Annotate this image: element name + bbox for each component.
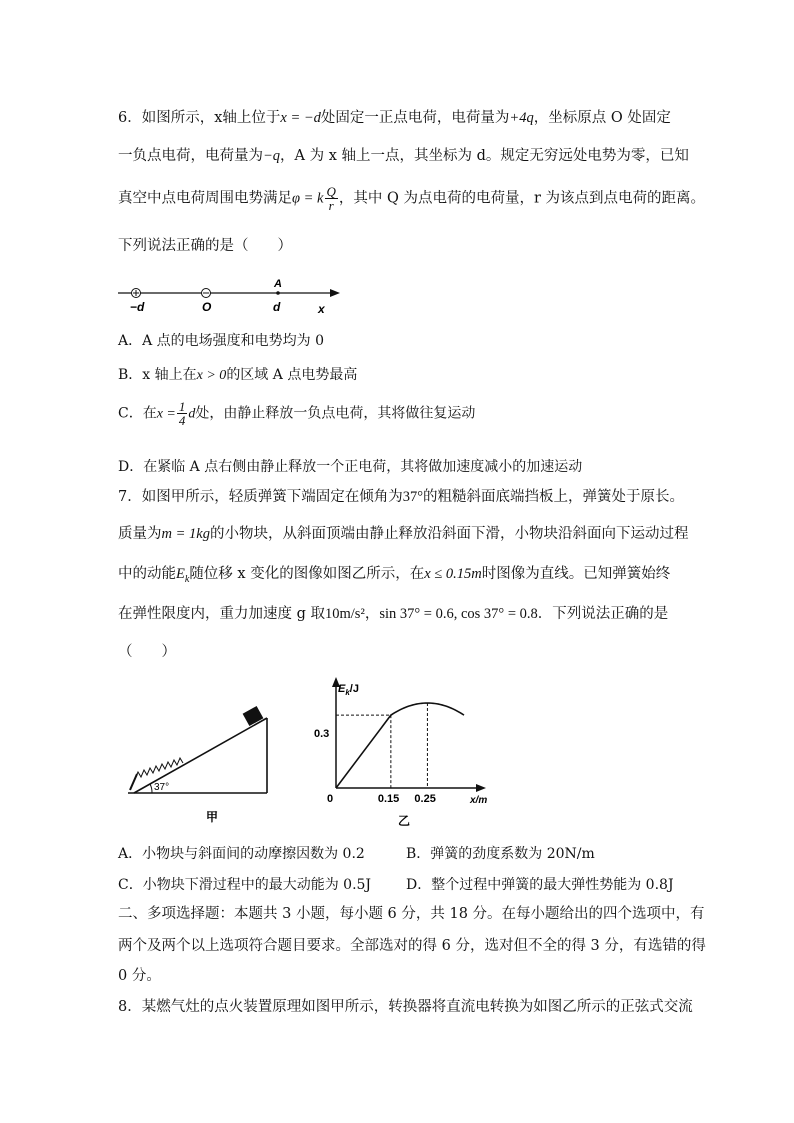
fraction-one-quarter: $\frac{1}{4}$	[178, 399, 186, 428]
math-x-neg-d: x = −d	[280, 110, 321, 126]
tick-label-origin: 0	[327, 793, 334, 805]
q6-line-1: 6．如图所示，x轴上位于x = −d处固定一正点电荷，电荷量为+4q，坐标原点 O 处固定	[118, 110, 671, 126]
x-axis-label: x/m	[470, 795, 488, 806]
tick-label-0-25: 0.25	[414, 793, 436, 805]
spring-icon	[135, 758, 183, 779]
q6-line-4: 下列说法正确的是（ ）	[118, 238, 292, 254]
angle-label: 37°	[154, 782, 170, 793]
q6-option-c: C．在x = $\frac{1}{4}$ d处，由静止释放一负点电荷，其将做往复运动	[118, 399, 476, 428]
label-neg-d: −d	[130, 300, 145, 314]
ek-x-graph-yi	[310, 672, 510, 832]
q6-line-3: 真空中点电荷周围电势满足φ = k $\frac{Q}{r}$ ，其中 Q 为点电荷的电荷量，r 为该点到点电荷的距离。	[118, 184, 706, 213]
q7-option-c: C．小物块下滑过程中的最大动能为 0.5J	[118, 877, 372, 893]
q7-line-4: 在弹性限度内，重力加速度 g 取10m/s²，sin 37° = 0.6, cos 37° = 0.8．下列说法正确的是	[118, 606, 669, 622]
point-a-marker	[276, 291, 280, 295]
fraction-q-over-r: $\frac{Q}{r}$	[326, 184, 336, 213]
q6-option-a: A．A 点的电场强度和电势均为 0	[118, 333, 325, 349]
q6-number-line-figure	[118, 276, 348, 316]
caption-yi: 乙	[398, 814, 411, 828]
q7-line-1: 7．如图甲所示，轻质弹簧下端固定在倾角为37°的粗糙斜面底端挡板上，弹簧处于原长。	[118, 489, 685, 505]
math-phi: φ = k	[292, 190, 324, 207]
section-2-line-2: 两个及两个以上选项符合题目要求。全部选对的得 6 分，选对但不全的得 3 分，有选错的得	[118, 938, 706, 954]
math-neg-q: −q	[263, 148, 281, 164]
label-x: x	[318, 302, 325, 316]
q6-option-d: D．在紧临 A 点右侧由静止释放一个正电荷，其将做加速度减小的加速运动	[118, 459, 583, 475]
q7-line-2: 质量为m = 1kg的小物块，从斜面顶端由静止释放沿斜面下滑，小物块沿斜面向下运动过程	[118, 526, 689, 542]
caption-jia: 甲	[206, 810, 219, 824]
q6-option-b: B．x 轴上在x > 0的区域 A 点电势最高	[118, 367, 358, 383]
section-2-line-3: 0 分。	[118, 968, 161, 984]
label-o: O	[202, 300, 212, 314]
y-axis-label: $E_k/J$	[338, 683, 359, 697]
q8-line-1: 8．某燃气灶的点火装置原理如图甲所示，转换器将直流电转换为如图乙所示的正弦式交流	[118, 999, 693, 1015]
tick-label-0-15: 0.15	[377, 793, 400, 805]
q7-option-b: B．弹簧的劲度系数为 20N/m	[406, 846, 595, 862]
section-2-line-1: 二、多项选择题：本题共 3 小题，每小题 6 分，共 18 分。在每小题给出的四个选项中，有	[118, 906, 705, 922]
label-d: d	[273, 300, 281, 314]
math-plus-4q: +4q	[509, 110, 534, 126]
q7-line-5: （ ）	[118, 644, 176, 660]
label-a: A	[274, 278, 282, 290]
q7-line-3: 中的动能$E_k$随位移 x 变化的图像如图乙所示，在x ≤ 0.15m时图像为直线。已知弹簧始终	[118, 566, 671, 585]
tick-label-0-3: 0.3	[314, 728, 330, 740]
q7-option-d: D．整个过程中弹簧的最大弹性势能为 0.8J	[406, 877, 674, 893]
ek-curve	[336, 703, 464, 788]
q7-option-a: A．小物块与斜面间的动摩擦因数为 0.2	[118, 846, 365, 862]
q6-line-2: 一负点电荷，电荷量为−q，A 为 x 轴上一点，其坐标为 d。规定无穷远处电势为零，已知	[118, 148, 689, 164]
block-icon	[243, 706, 264, 726]
incline-figure-jia	[118, 690, 278, 830]
